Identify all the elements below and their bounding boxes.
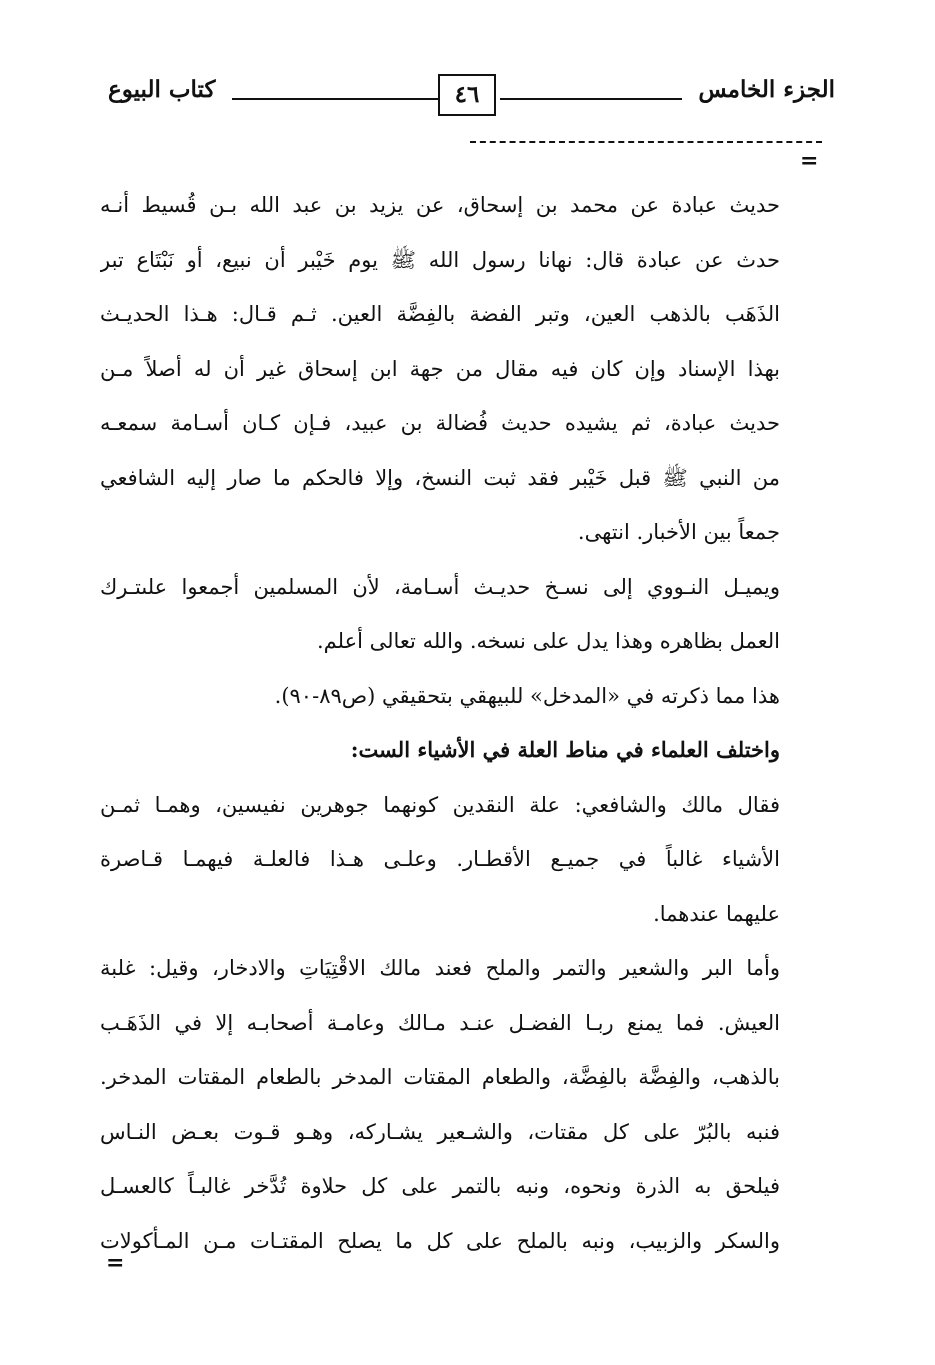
text-line: بالذهب، والفِضَّة بالفِضَّة، والطعام المقتات المدخر بالطعام المقتات المدخر. <box>100 1065 780 1089</box>
page-number: ٤٦ <box>438 74 496 116</box>
text-line: حدث عن عبادة قال: نهانا رسول الله ﷺ يوم خَيْبر أن نبيع، أو نَبْتَاع تبر <box>100 247 780 272</box>
text-line: فنبه بالبُرّ على كل مقتات، والشـعير يشـاركه، وهـو قـوت بعـض النـاس <box>100 1119 780 1144</box>
text-line: فيلحق به الذرة ونحوه، ونبه بالتمر على كل حلاوة تُدَّخر غالبـاً كالعسـل <box>100 1174 780 1198</box>
book-title: كتاب البيوع <box>108 76 216 103</box>
text-line: حديث عبادة، ثم يشيده حديث فُضالة بن عبيد، فـإن كـان أسـامة سمعـه <box>100 411 780 435</box>
text-line: من النبي ﷺ قبل خَيْبر فقد ثبت النسخ، وإلا فالحكم ما صار إليه الشافعي <box>100 465 780 490</box>
section-heading: واختلف العلماء في مناط العلة في الأشياء الست: <box>350 737 780 762</box>
body-text <box>100 178 780 1268</box>
header-rule-left <box>232 98 438 100</box>
header-rule-right <box>500 98 682 100</box>
page-header <box>100 74 835 124</box>
text-line: وأما البر والشعير والتمر والملح فعند مالك الاقْتِيَاتِ والادخار، وقيل: غلبة <box>100 956 780 980</box>
text-line: العمل بظاهره وهذا يدل على نسخه. والله تعالى أعلم. <box>316 629 780 653</box>
text-line: ويميـل النـووي إلى نسـخ حديـث أسـامة، لأن المسلمين أجمعوا علىتـرك <box>100 574 780 599</box>
text-line: الأشياء غالباً في جميـع الأقطـار. وعلـى هـذا فالعلـة فيهمـا قـاصرة <box>100 847 780 871</box>
text-line: جمعاً بين الأخبار. انتهى. <box>577 520 780 544</box>
text-line: والسكر والزبيب، ونبه بالملح على كل ما يصلح المقتـات مـن المـأكولات <box>100 1228 780 1253</box>
header-dashed-divider <box>470 141 822 143</box>
volume-title: الجزء الخامس <box>698 76 835 103</box>
text-line: حديث عبادة عن محمد بن إسحاق، عن يزيد بن عبد الله بـن قُسيط أنـه <box>100 193 780 217</box>
text-line: الذَهَب بالذهب العين، وتبر الفضة بالفِضَّة العين. ثـم قـال: هـذا الحديـث <box>100 302 780 326</box>
text-line: العيش. فما يمنع ربـا الفضـل عنـد مـالك وعامـة أصحابـه إلا في الذَهَـب <box>100 1010 780 1035</box>
text-line: فقال مالك والشافعي: علة النقدين كونهما جوهرين نفيسين، وهمـا ثمـن <box>100 792 780 817</box>
text-line: هذا مما ذكرته في «المدخل» للبيهقي بتحقيقي (ص٨٩-٩٠). <box>274 683 780 708</box>
continuation-mark-bottom: = <box>106 1250 125 1276</box>
continuation-mark-top: = <box>800 148 819 174</box>
text-line: بهذا الإسناد وإن كان فيه مقال من جهة ابن إسحاق غير أن له أصلاً مـن <box>100 356 780 381</box>
text-line: عليهما عندهما. <box>653 901 780 926</box>
